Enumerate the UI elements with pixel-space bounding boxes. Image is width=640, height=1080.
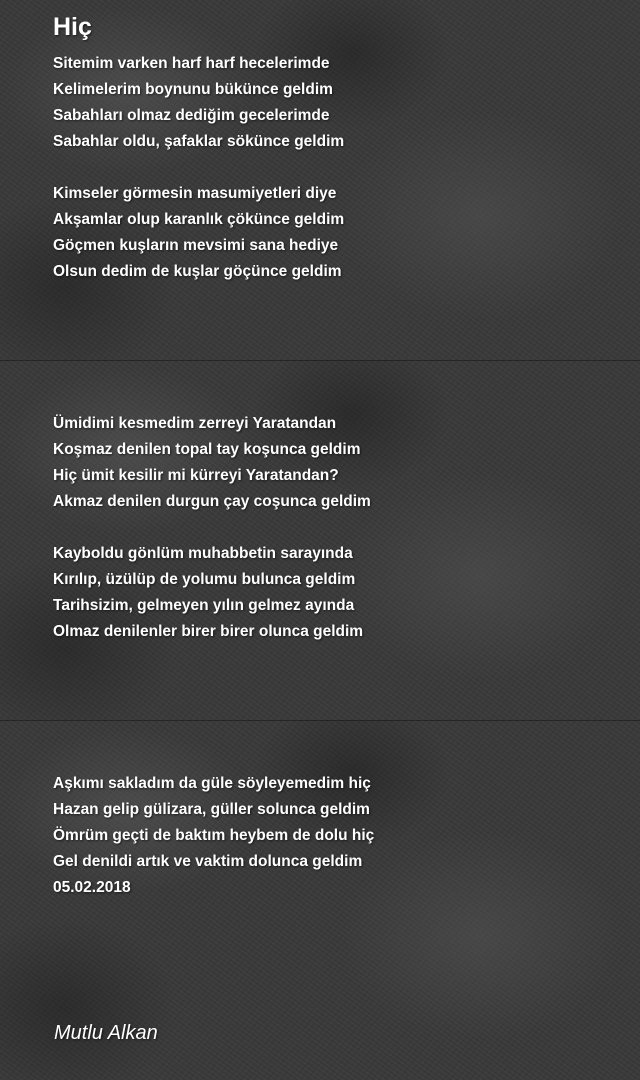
poem-date: 05.02.2018	[53, 879, 131, 896]
poem-line: Kelimelerim boynunu bükünce geldim	[53, 81, 333, 98]
poem-author: Mutlu Alkan	[54, 1022, 158, 1044]
poem-line: Aşkımı sakladım da güle söyleyemedim hiç	[53, 775, 371, 792]
poem-line: Ömrüm geçti de baktım heybem de dolu hiç	[53, 827, 375, 844]
poem-line: Olsun dedim de kuşlar göçünce geldim	[53, 263, 342, 280]
poem-line: Sabahları olmaz dediğim gecelerimde	[53, 107, 330, 124]
poem-title: Hiç	[53, 13, 92, 41]
poem-line: Kimseler görmesin masumiyetleri diye	[53, 185, 337, 202]
poem-line: Tarihsizim, gelmeyen yılın gelmez ayında	[53, 597, 355, 614]
panel-divider	[0, 360, 640, 361]
poem-line: Olmaz denilenler birer birer olunca geldim	[53, 623, 364, 640]
stanza-3	[53, 411, 371, 515]
poem-line: Sabahlar oldu, şafaklar sökünce geldim	[53, 133, 345, 150]
poem-line: Sitemim varken harf harf hecelerimde	[53, 55, 330, 72]
poem-line: Gel denildi artık ve vaktim dolunca geldim	[53, 853, 363, 870]
poem-line: Akmaz denilen durgun çay coşunca geldim	[53, 493, 371, 510]
poem-line: Hiç ümit kesilir mi kürreyi Yaratandan?	[53, 467, 339, 484]
poem-line: Koşmaz denilen topal tay koşunca geldim	[53, 441, 361, 458]
stanza-1	[53, 51, 344, 155]
panel-divider	[0, 720, 640, 721]
poem-line: Akşamlar olup karanlık çökünce geldim	[53, 211, 345, 228]
poem-line: Göçmen kuşların mevsimi sana hediye	[53, 237, 339, 254]
stanza-4	[53, 541, 363, 645]
poem-line: Kırılıp, üzülüp de yolumu bulunca geldim	[53, 571, 356, 588]
poem-line: Ümidimi kesmedim zerreyi Yaratandan	[53, 415, 337, 432]
stanza-2	[53, 181, 344, 285]
poem-line: Hazan gelip gülizara, güller solunca geldim	[53, 801, 370, 818]
poem-line: Kayboldu gönlüm muhabbetin sarayında	[53, 545, 353, 562]
stanza-5	[53, 771, 374, 901]
